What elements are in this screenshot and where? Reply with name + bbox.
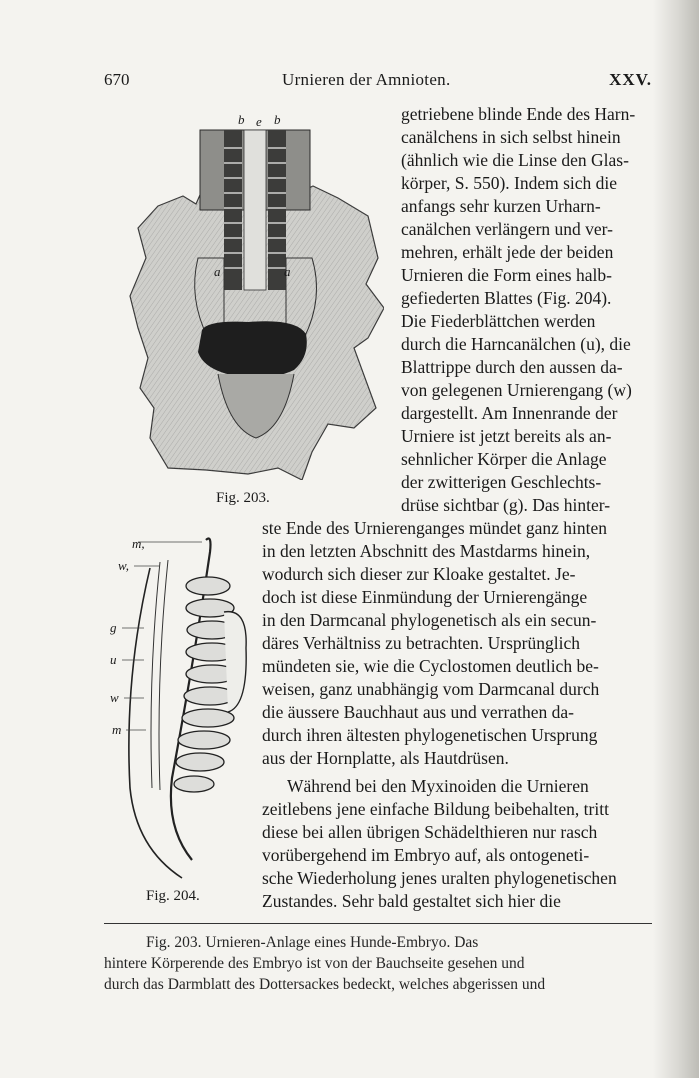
footnote-line: Fig. 203. Urnieren-Anlage eines Hunde-Embryo. Das [146,934,479,951]
body-text-line: drüse sichtbar (g). Das hinter- [401,495,611,515]
body-text-line: vorübergehend im Embryo auf, als ontogeneti- [262,845,590,865]
footnote-divider [104,923,652,924]
body-text-line: dargestellt. Am Innenrande der [401,403,618,423]
footnote-line: hintere Körperende des Embryo ist von der Bauchseite gesehen und [104,955,525,972]
body-text-line: Urniere ist jetzt bereits als an- [401,426,612,446]
body-text-line: ste Ende des Urnierenganges mündet ganz hinten [262,518,608,538]
body-text-line: aus der Hornplatte, als Hautdrüsen. [262,748,509,768]
fig204-label-w-upper: w, [118,558,129,573]
figure-203-caption: Fig. 203. [216,490,270,506]
body-text-line: von gelegenen Urnierengang (w) [401,380,632,400]
figure-204-illustration [108,528,254,883]
fig203-label-b-right: b [274,112,281,127]
body-text-line: Urnieren die Form eines halb- [401,265,612,285]
fig204-label-m: m [112,722,122,737]
body-text-line: mehren, erhält jede der beiden [401,242,614,262]
body-text-line: in den Darmcanal phylogenetisch als ein secun- [262,610,597,630]
body-text-line: anfangs sehr kurzen Urharn- [401,196,601,216]
body-text-line: Zustandes. Sehr bald gestaltet sich hier die [262,891,561,911]
fig203-label-b-left: b [238,112,245,127]
running-header [104,70,652,94]
body-text-line: mündeten sie, wie die Cyclostomen deutlich be- [262,656,599,676]
chapter-number: XXV. [609,70,652,89]
page-number: 670 [104,70,130,89]
body-text-line: durch ihren ältesten phylogenetischen Ursprung [262,725,598,745]
body-text-line: diese bei allen übrigen Schädelthieren nur rasch [262,822,598,842]
body-text-line: sehnlicher Körper die Anlage [401,449,607,469]
body-text-line: getriebene blinde Ende des Harn- [401,104,636,124]
fig204-label-w: w [110,690,119,705]
running-title: Urnieren der Amnioten. [282,70,451,89]
body-text-line: däres Verhältniss zu betrachten. Ursprünglich [262,633,580,653]
body-text-line: doch ist diese Einmündung der Urnierengänge [262,587,588,607]
body-text-line: der zwitterigen Geschlechts- [401,472,602,492]
body-text-line: durch die Harncanälchen (u), die [401,334,631,354]
fig203-label-a-right: a [284,264,291,279]
body-text-line: canälchen verlängern und ver- [401,219,613,239]
body-text-line: zeitlebens jene einfache Bildung beibehalten, tritt [262,799,609,819]
body-text-line: (ähnlich wie die Linse den Glas- [401,150,629,170]
body-text-line: Blattrippe durch den aussen da- [401,357,623,377]
body-text-line: körper, S. 550). Indem sich die [401,173,618,193]
figure-203-illustration [128,108,384,480]
body-text-line: sche Wiederholung jenes uralten phylogenetischen [262,868,617,888]
figure-204-caption: Fig. 204. [146,888,200,904]
page-edge-shadow [653,0,699,1078]
fig203-label-a-left: a [214,264,221,279]
body-text-line: gefiederten Blattes (Fig. 204). [401,288,612,308]
fig204-label-g: g [110,620,117,635]
fig204-label-u: u [110,652,117,667]
fig204-label-m-upper: m, [132,536,145,551]
body-text-line: die äussere Bauchhaut aus und verrathen da- [262,702,574,722]
fig203-label-e: e [256,114,262,129]
body-text-line: in den letzten Abschnitt des Mastdarms hinein, [262,541,591,561]
footnote-line: durch das Darmblatt des Dottersackes bedeckt, welches abgerissen und [104,976,546,993]
body-text-line: canälchens in sich selbst hinein [401,127,621,147]
body-text-line: weisen, ganz unabhängig vom Darmcanal durch [262,679,600,699]
body-text-line: wodurch sich dieser zur Kloake gestaltet. Je- [262,564,576,584]
body-text-line: Während bei den Myxinoiden die Urnieren [287,776,589,796]
body-text-line: Die Fiederblättchen werden [401,311,596,331]
